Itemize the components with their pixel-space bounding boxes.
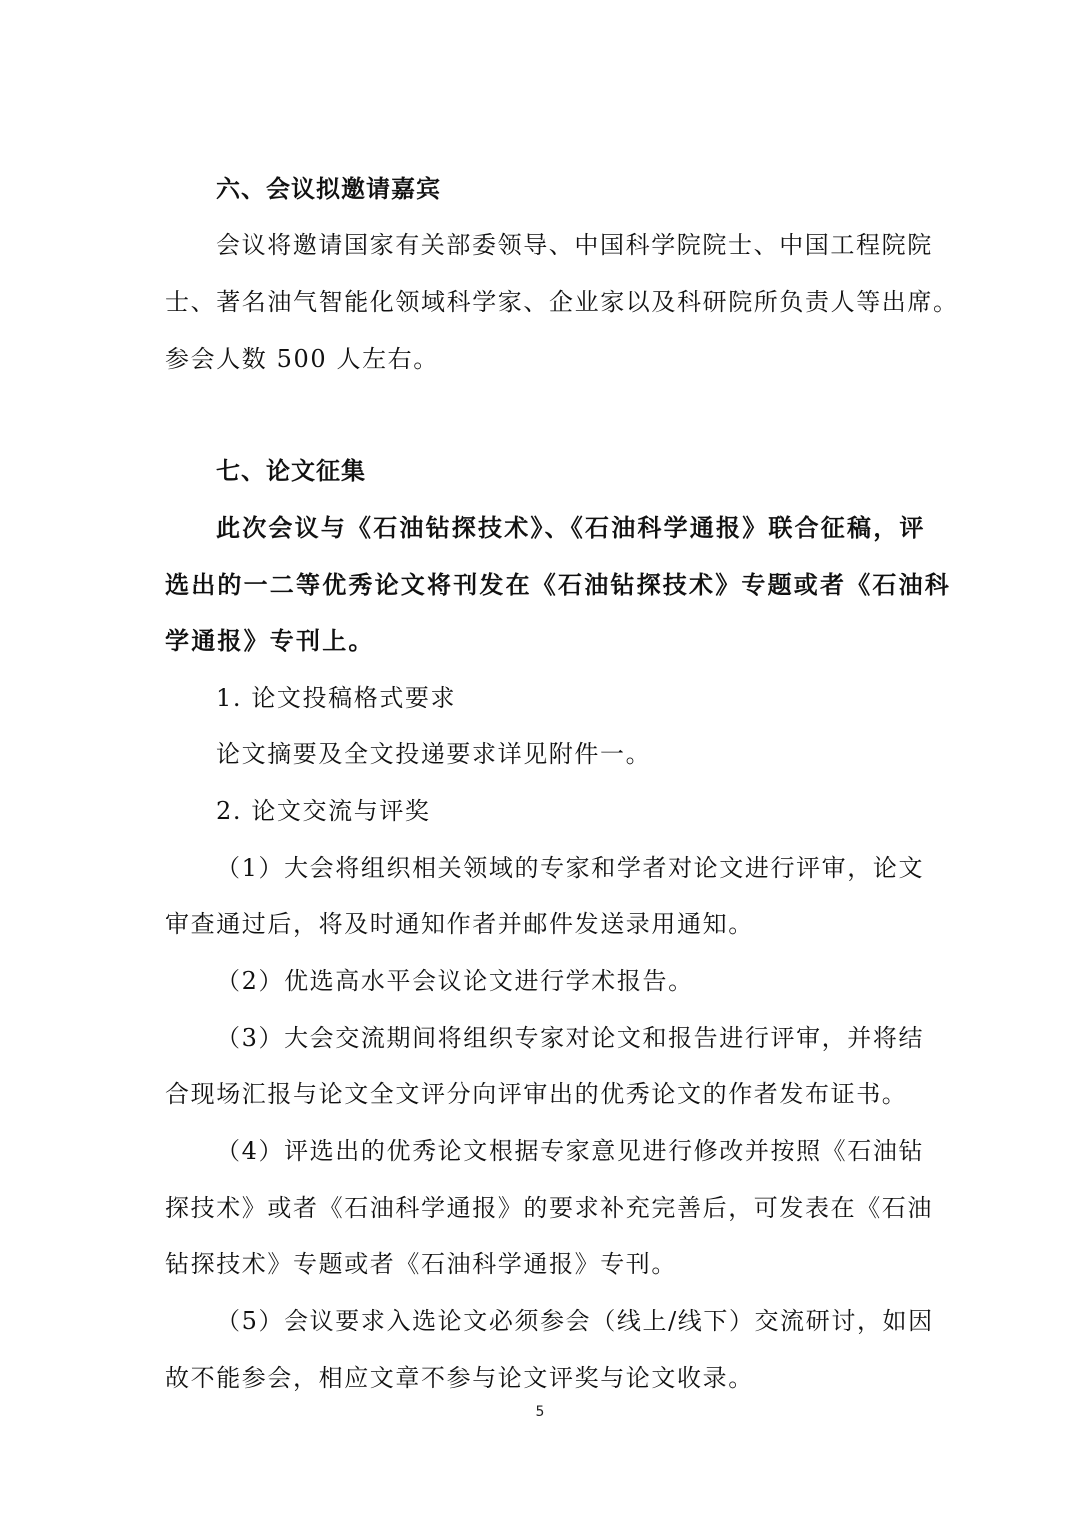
guests-line-3: 参会人数 500 人左右。 (165, 345, 439, 373)
item-1-title: 1. 论文投稿格式要求 (216, 684, 457, 712)
paragraph-1-line-2: 审查通过后，将及时通知作者并邮件发送录用通知。 (165, 910, 754, 938)
guests-line-1: 会议将邀请国家有关部委领导、中国科学院院士、中国工程院院 (216, 231, 933, 259)
section-heading-papers: 七、论文征集 (216, 457, 366, 485)
paragraph-3-line-1: （3）大会交流期间将组织专家对论文和报告进行评审，并将结 (216, 1024, 925, 1052)
paragraph-4-line-2: 探技术》或者《石油科学通报》的要求补充完善后，可发表在《石油 (165, 1194, 933, 1222)
item-2-title: 2. 论文交流与评奖 (216, 797, 431, 825)
paragraph-5-line-2: 故不能参会，相应文章不参与论文评奖与论文收录。 (165, 1364, 754, 1392)
paragraph-3-line-2: 合现场汇报与论文全文评分向评审出的优秀论文的作者发布证书。 (165, 1080, 908, 1108)
papers-intro-line-3: 学通报》专刊上。 (165, 627, 375, 655)
papers-intro-line-2: 选出的一二等优秀论文将刊发在《石油钻探技术》专题或者《石油科 (165, 571, 951, 599)
paragraph-5-line-1: （5）会议要求入选论文必须参会（线上/线下）交流研讨，如因 (216, 1307, 934, 1335)
papers-intro-line-1: 此次会议与《石油钻探技术》、《石油科学通报》联合征稿，评 (216, 514, 926, 542)
paragraph-2-line-1: （2）优选高水平会议论文进行学术报告。 (216, 967, 694, 995)
paragraph-4-line-3: 钻探技术》专题或者《石油科学通报》专刊。 (165, 1250, 677, 1278)
paragraph-4-line-1: （4）评选出的优秀论文根据专家意见进行修改并按照《石油钻 (216, 1137, 925, 1165)
guests-line-2: 士、著名油气智能化领域科学家、企业家以及科研院所负责人等出席。 (165, 288, 959, 316)
page-number: 5 (535, 1404, 545, 1420)
paragraph-1-line-1: （1）大会将组织相关领域的专家和学者对论文进行评审，论文 (216, 854, 925, 882)
item-1-text: 论文摘要及全文投递要求详见附件一。 (216, 740, 652, 768)
section-heading-guests: 六、会议拟邀请嘉宾 (216, 175, 441, 203)
